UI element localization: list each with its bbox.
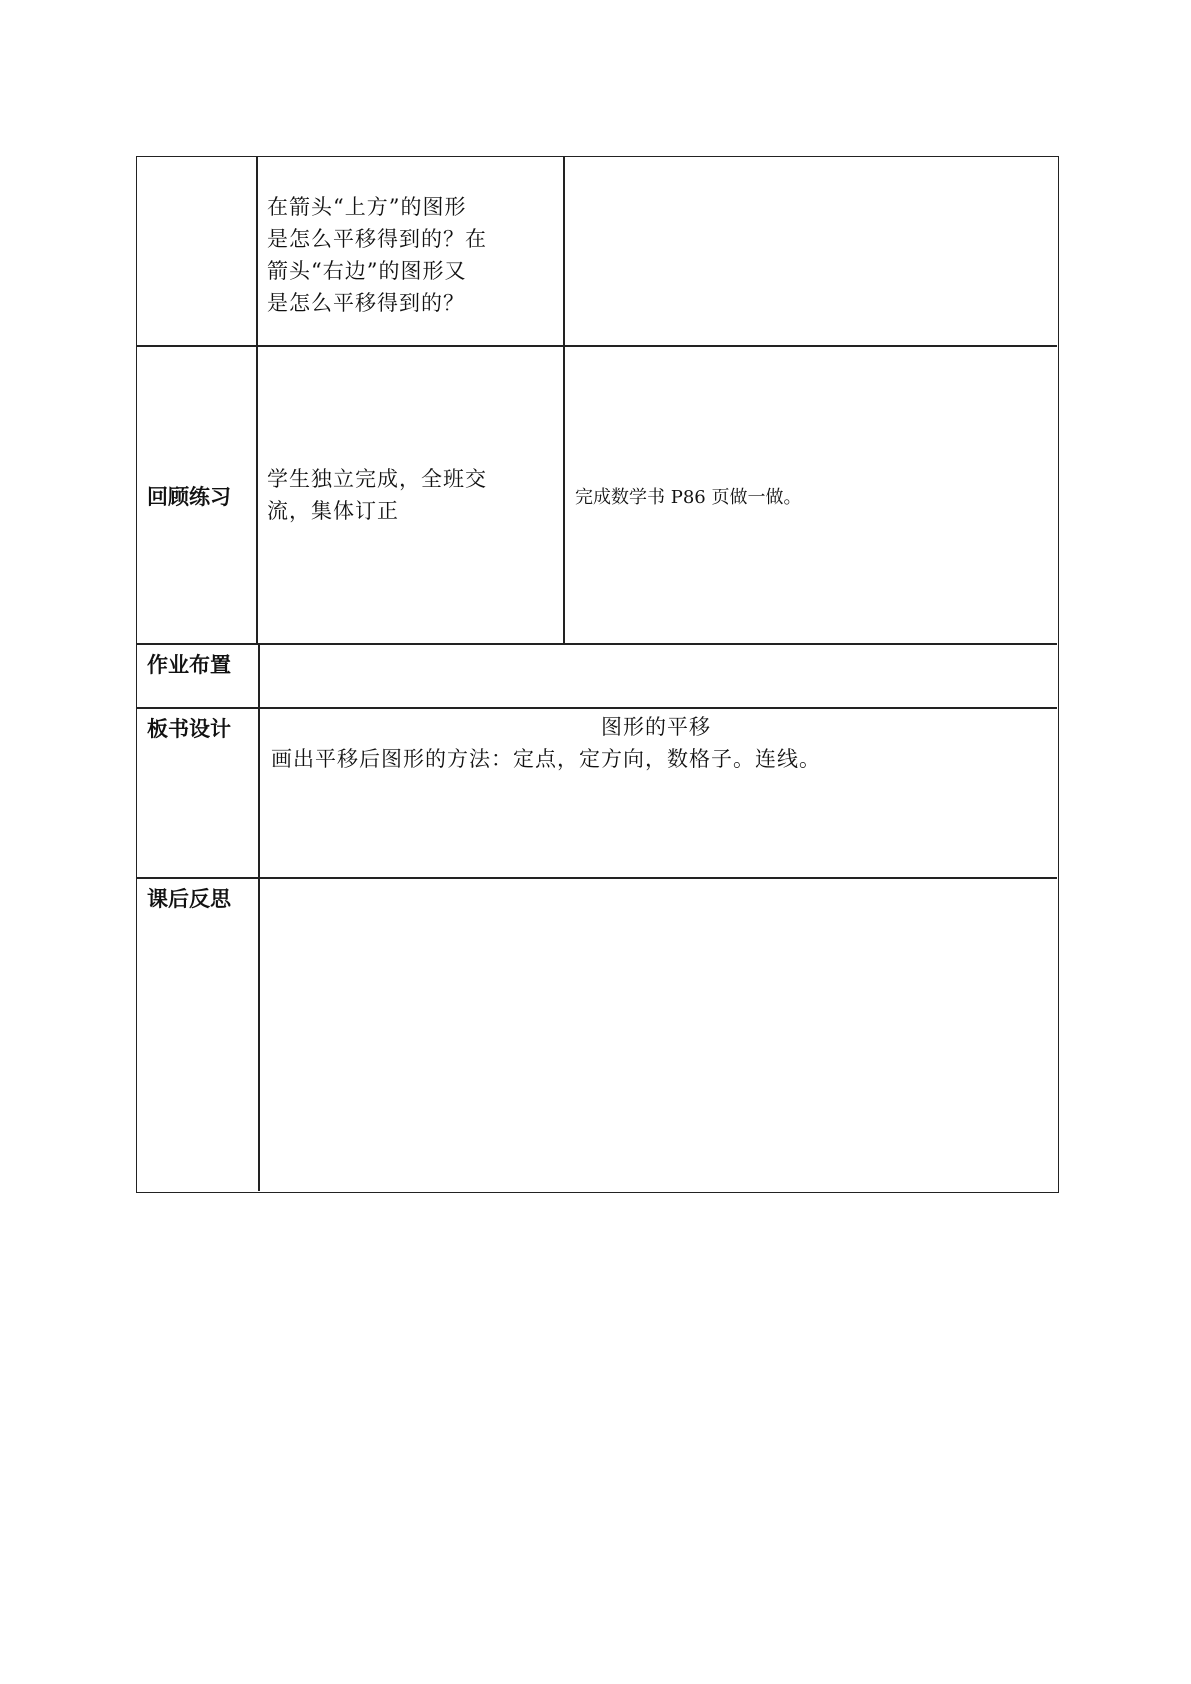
- homework-label: 作业布置: [147, 653, 231, 677]
- row2-process-line-2: 流，集体订正: [267, 499, 399, 523]
- row-divider-1: [137, 345, 1057, 347]
- board-design-label: 板书设计: [147, 717, 231, 741]
- col-divider-label-top: [256, 157, 258, 645]
- reflection-label: 课后反思: [147, 887, 231, 911]
- review-practice-label: 回顾练习: [147, 485, 231, 509]
- row2-process-line-1: 学生独立完成，全班交: [267, 467, 487, 491]
- row-divider-4: [137, 877, 1057, 879]
- col-divider-label-bottom: [258, 644, 260, 1191]
- row1-process-line-4: 是怎么平移得到的？: [267, 291, 465, 315]
- row-divider-2: [137, 643, 1057, 645]
- col-divider-content-top: [563, 157, 565, 645]
- lesson-plan-table: [136, 156, 1059, 1193]
- row-divider-3: [137, 707, 1057, 709]
- row1-process-line-1: 在箭头“上方”的图形: [267, 195, 467, 219]
- row1-process-line-2: 是怎么平移得到的？在: [267, 227, 487, 251]
- board-design-line: 画出平移后图形的方法：定点，定方向，数格子。连线。: [271, 747, 821, 771]
- row1-process-line-3: 箭头“右边”的图形又: [267, 259, 467, 283]
- board-design-title: 图形的平移: [601, 715, 711, 739]
- row2-content: 完成数学书 P86 页做一做。: [575, 487, 802, 508]
